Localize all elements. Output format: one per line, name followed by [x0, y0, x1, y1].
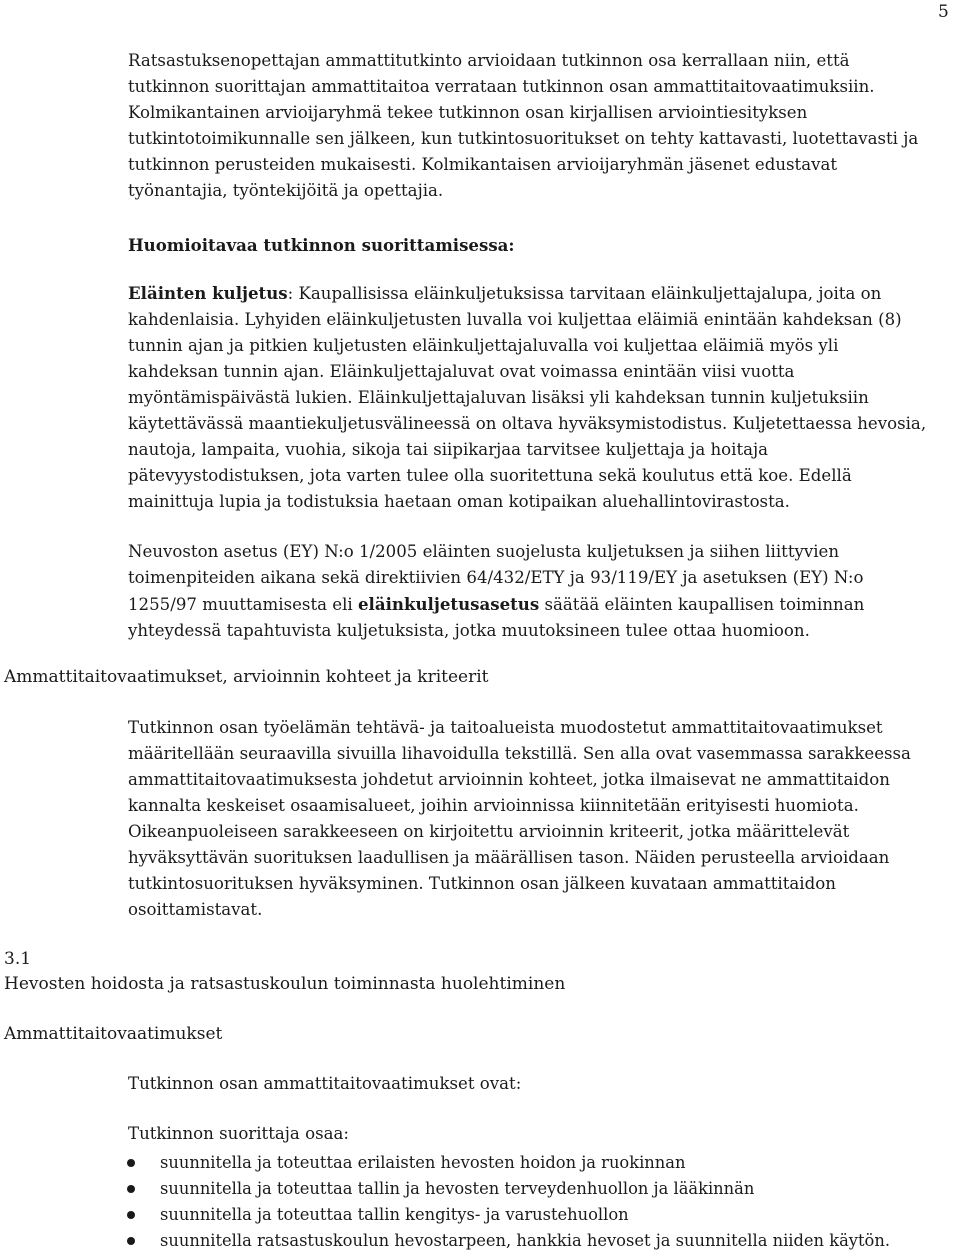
bullet-icon: [127, 1237, 135, 1245]
requirements-list: [128, 1150, 948, 1254]
bullet-icon: [127, 1211, 135, 1219]
regulation-text-after: säätää eläinten kaupallisen toiminnan yhteydessä tapahtuvista kuljetuksista, jotka muutoksineen tulee ottaa huomioon.: [128, 595, 865, 640]
regulation-text-before: Neuvoston asetus (EY) N:o 1/2005 eläinten suojelusta kuljetuksen ja siihen liittyvien toimenpiteiden aikana sekä direktiivien 64/432/ETY ja 93/119/EY ja asetuksen (EY) N:o 1255/97 muuttamisesta eli: [128, 542, 864, 614]
unit-number: 3.1: [4, 949, 32, 969]
list-item: suunnitella ja toteuttaa tallin kengitys- ja varustehuollon: [128, 1202, 948, 1228]
list-item: suunnitella ratsastuskoulun hevostarpeen, hankkia hevoset ja suunnitella niiden käytön.: [128, 1228, 948, 1254]
list-item: suunnitella ja toteuttaa erilaisten hevosten hoidon ja ruokinnan: [128, 1150, 948, 1176]
regulation-bold-term: eläinkuljetusasetus: [358, 594, 540, 614]
page-number: 5: [938, 2, 949, 22]
requirements-heading: Ammattitaitovaatimukset: [4, 1024, 223, 1044]
transport-paragraph: [128, 280, 928, 515]
section-heading: Ammattitaitovaatimukset, arvioinnin kohteet ja kriteerit: [4, 667, 489, 687]
requirements-intro: Tutkinnon osan ammattitaitovaatimukset ovat:: [128, 1074, 522, 1093]
transport-text: : Kaupallisissa eläinkuljetuksissa tarvitaan eläinkuljettajalupa, joita on kahdenlaisia. Lyhyiden eläinkuljetusten luvalla voi kuljettaa eläimiä enintään kahdeksan (8) tunnin ajan ja pitkien kuljetusten eläinkuljettajaluvalla voi kuljettaa eläimiä myös yli kahdeksan tunnin ajan. Eläinkuljettajaluvat ovat voimassa enintään viisi vuotta myöntämispäivästä lukien. Eläinkuljettajaluvan lisäksi yli kahdeksan tunnin kuljetuksiin käytettävässä maantiekuljetusvälineessä on oltava hyväksymistodistus. Kuljetettaessa hevosia, nautoja, lampaita, vuohia, sikoja tai siipikarjaa tarvitsee kuljettaja ja hoitaja pätevyystodistuksen, jota varten tulee olla suoritettuna sekä koulutus että koe. Edellä mainittuja lupia ja todistuksia haetaan oman kotipaikan aluehallintovirastosta.: [128, 284, 927, 511]
bullet-icon: [127, 1159, 135, 1167]
unit-title: Hevosten hoidosta ja ratsastuskoulun toiminnasta huolehtiminen: [4, 974, 566, 994]
list-item: suunnitella ja toteuttaa tallin ja hevosten terveydenhuollon ja lääkinnän: [128, 1176, 948, 1202]
regulation-paragraph: [128, 539, 928, 644]
transport-label: Eläinten kuljetus: [128, 283, 288, 303]
notice-heading: Huomioitavaa tutkinnon suorittamisessa:: [128, 235, 515, 255]
intro-text: Ratsastuksenopettajan ammattitutkinto arvioidaan tutkinnon osa kerrallaan niin, että tutkinnon suorittajan ammattitaitoa verrataan tutkinnon osan ammattitaitovaatimuksiin. Kolmikantainen arvioijaryhmä tekee tutkinnon osan kirjallisen arviointiesityksen tutkintotoimikunnalle sen jälkeen, kun tutkintosuoritukset on tehty kattavasti, luotettavasti ja tutkinnon perusteiden mukaisesti. Kolmikantaisen arvioijaryhmän jäsenet edustavat työnantajia, työntekijöitä ja opettajia.: [128, 51, 919, 200]
section-text: Tutkinnon osan työelämän tehtävä- ja taitoalueista muodostetut ammattitaitovaatimukset määritellään seuraavilla sivuilla lihavoidulla tekstillä. Sen alla ovat vasemmassa sarakkeessa ammattitaitovaatimuksesta johdetut arvioinnin kohteet, jotka ilmaisevat ne ammattitaidon kannalta keskeiset osaamisalueet, joihin arvioinnissa kiinnitetään erityisesti huomiota. Oikeanpuoleiseen sarakkeeseen on kirjoitettu arvioinnin kriteerit, jotka määrittelevät hyväksyttävän suorituksen laadullisen ja määrällisen tason. Näiden perusteella arvioidaan tutkintosuorituksen hyväksyminen. Tutkinnon osan jälkeen kuvataan ammattitaidon osoittamistavat.: [128, 718, 911, 919]
section-paragraph: [128, 715, 928, 923]
intro-paragraph: [128, 48, 928, 204]
bullet-icon: [127, 1185, 135, 1193]
candidate-intro: Tutkinnon suorittaja osaa:: [128, 1124, 349, 1143]
